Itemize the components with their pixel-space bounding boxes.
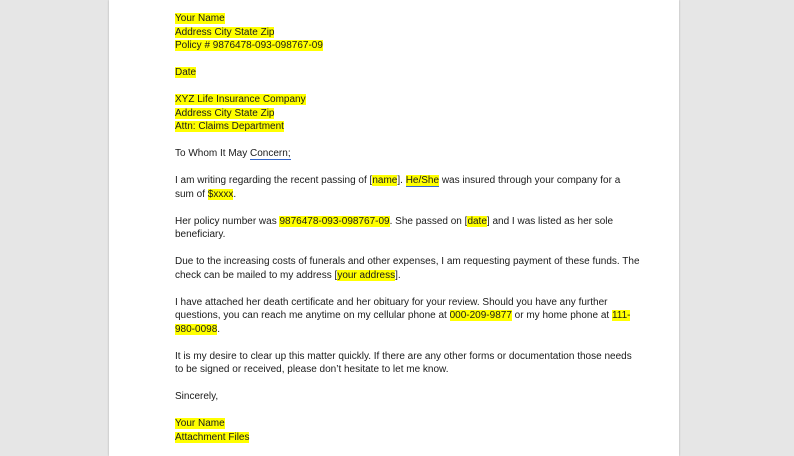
recipient-attn[interactable]: Attn: Claims Department <box>175 121 284 132</box>
signature-name[interactable]: Your Name <box>175 418 225 429</box>
home-phone-placeholder-part1[interactable]: 111- <box>611 310 631 321</box>
pronoun-placeholder[interactable]: He/She <box>405 175 440 186</box>
sender-block <box>175 12 625 53</box>
paragraph-3: Due to the increasing costs of funerals and other expenses, I am requesting payment of these funds. The check can be mailed to my address [your address]. <box>175 256 640 281</box>
cell-phone-placeholder[interactable]: 000-209-9877 <box>449 310 512 321</box>
address-placeholder[interactable]: your address <box>337 269 396 281</box>
recipient-address[interactable]: Address City State Zip <box>175 107 275 119</box>
sender-policy[interactable]: Policy # 9876478-093-098767-09 <box>175 40 323 51</box>
paragraph-2: Her policy number was 9876478-093-098767-09. She passed on [date] and I was listed as her sole beneficiary. <box>175 215 614 240</box>
sender-name[interactable]: Your Name <box>175 13 225 24</box>
letter-date[interactable]: Date <box>175 67 197 78</box>
closing: Sincerely, <box>175 391 219 402</box>
paragraph-4: I have attached her death certificate and her obituary for your review. Should you have any further questions, you can reach me anytime on my cellular phone at 000-209-9877 or my home phone at 111- 980-0098. <box>175 296 631 335</box>
paragraph-1: I am writing regarding the recent passing of [name]. He/She was insured through your company for a sum of $xxxx. <box>175 175 621 200</box>
home-phone-placeholder-part2[interactable]: 980-0098 <box>175 323 218 335</box>
grammar-flagged-word[interactable]: Concern; <box>250 148 291 159</box>
attachment-files[interactable]: Attachment Files <box>175 431 250 443</box>
signature-block <box>175 417 625 444</box>
date-placeholder[interactable]: date <box>467 215 487 227</box>
document-page <box>109 0 679 456</box>
policy-number-placeholder[interactable]: 9876478-093-098767-09 <box>279 215 390 227</box>
recipient-block <box>175 93 625 134</box>
paragraph-5: It is my desire to clear up this matter quickly. If there are any other forms or documentation those needs to be signed or received, please don’t hesitate to let me know. <box>175 350 632 375</box>
sender-address[interactable]: Address City State Zip <box>175 26 275 38</box>
salutation: To Whom It May Concern; <box>175 148 291 159</box>
recipient-company[interactable]: XYZ Life Insurance Company <box>175 94 306 105</box>
amount-placeholder[interactable]: $xxxx <box>207 188 234 200</box>
letter-body <box>175 12 640 444</box>
deceased-name-placeholder[interactable]: name <box>372 175 398 186</box>
